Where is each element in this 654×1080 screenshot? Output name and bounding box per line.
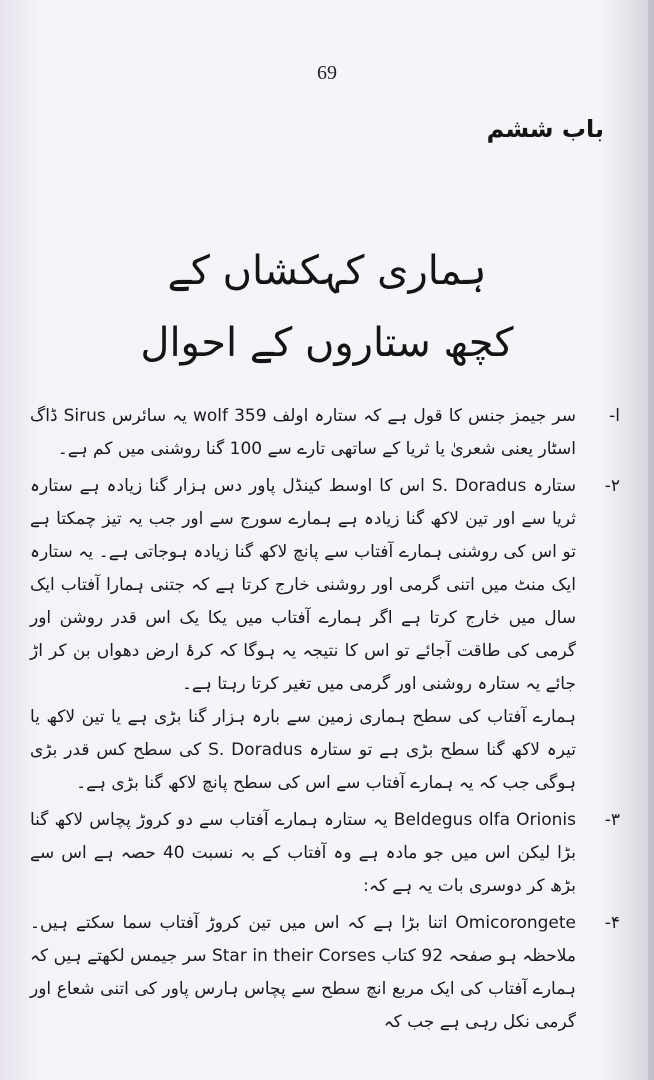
item-number: ۴- [604,913,620,933]
list-item [30,400,620,466]
item-number: ۳- [604,810,620,830]
chapter-title-line-1: ہماری کہکشاں کے [167,248,487,294]
list-item [30,470,620,800]
item-paragraph: Omicorongete اتنا بڑا ہے کہ اس میں تین کروڑ آفتاب سما سکتے ہیں۔ ملاحظہ ہو صفحہ 92 کتاب Star in their Corses سر جیمس لکھتے ہیں کہ ہمارے آفتاب کی ایک مربع انچ سطح سے پچاس ہارس پاور کی اتنی شعاع اور گرمی نکل رہی ہے جب کہ [30,913,576,1032]
page-edge-shadow [648,0,654,1080]
body-text [30,400,620,1043]
chapter-title [0,235,654,379]
chapter-label: باب ششم [486,115,604,143]
item-paragraph: Beldegus olfa Orionis یہ ستارہ ہمارے آفتاب سے دو کروڑ پچاس لاکھ گنا بڑا لیکن اس میں جو مادہ ہے وہ آفتاب کے بہ نسبت 40 حصہ ہے اس سے بڑھ کر دوسری بات یہ ہے کہ: [30,810,576,896]
list-item [30,804,620,903]
item-number: ا- [609,406,620,426]
item-paragraph: سر جیمز جنس کا قول ہے کہ ستارہ اولف 359 wolf یہ سائرس Sirus ڈاگ اسٹار یعنی شعریٰ یا ثریا کے ساتھی تارے سے 100 گنا روشنی میں کم ہے۔ [30,406,576,459]
item-paragraph: ستارہ S. Doradus اس کا اوسط کینڈل پاور دس ہزار گنا زیادہ ہے ستارہ ثریا سے اور تین لاکھ گنا زیادہ ہے ہمارے سورج سے اور جب یہ تیز چمکتا ہے تو اس کی روشنی ہمارے آفتاب سے پانچ لاکھ گنا زیادہ ہوجاتی ہے۔ یہ ستارہ ایک منٹ میں اتنی گرمی اور روشنی خارج کرتا ہے کہ جتنی ہمارا آفتاب ایک سال میں خارج کرتا ہے اگر ہمارے آفتاب میں یکا یک اس قدر روشن اور گرمی کی طاقت آجائے تو اس کا نتیجہ یہ ہوگا کہ کرۂ ارض دھواں بن کر اڑ جائے یہ ستارہ روشنی اور گرمی میں تغیر کرتا رہتا ہے۔ [30,476,576,694]
item-paragraph: ہمارے آفتاب کی سطح ہماری زمین سے بارہ ہزار گنا بڑی ہے یا تین لاکھ یا تیرہ لاکھ گنا سطح بڑی ہے تو ستارہ S. Doradus کی سطح کس قدر بڑی ہوگی جب کہ یہ ہمارے آفتاب سے اس کی سطح پانچ لاکھ گنا بڑی ہے۔ [30,707,577,793]
item-number: ۲- [604,476,620,496]
list-item [30,907,620,1039]
page-number: 69 [317,62,337,84]
chapter-title-line-2: کچھ ستاروں کے احوال [140,320,514,366]
